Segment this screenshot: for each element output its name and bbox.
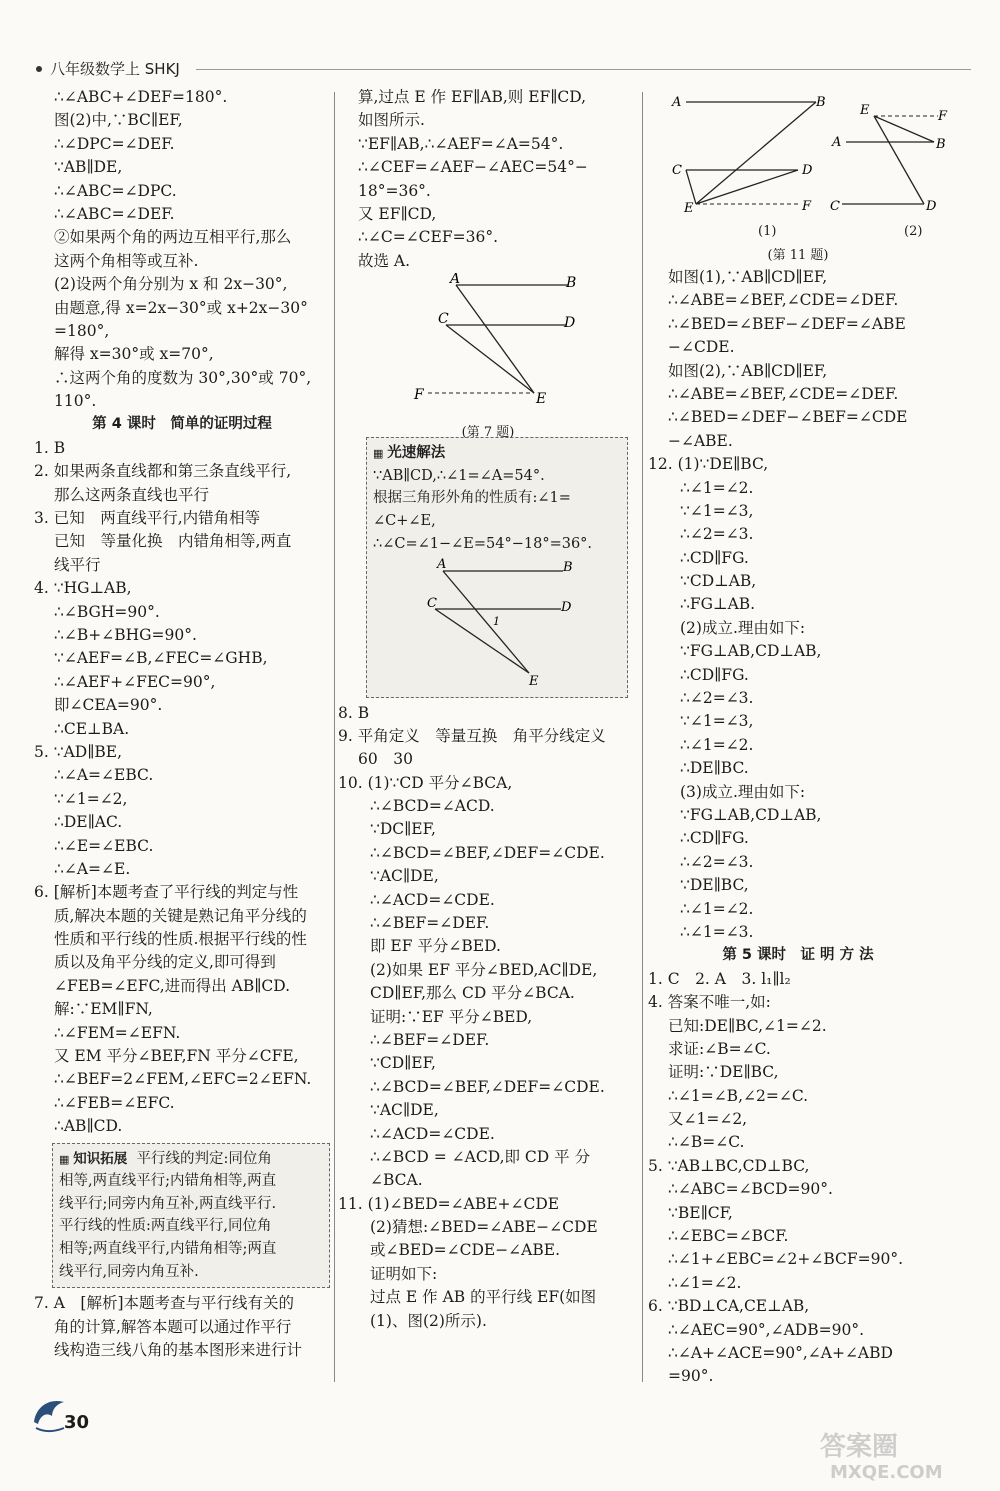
svg-text:D: D (926, 199, 937, 214)
text-line: (3)成立.理由如下: (680, 782, 806, 801)
knowledge-box (52, 1143, 330, 1289)
text-line: 7. A [解析]本题考查与平行线有关的 (34, 1294, 295, 1313)
text-line: ∠FEB=∠EFC,进而得出 AB∥CD. (54, 976, 291, 995)
text-line: ∴DE∥AC. (54, 813, 123, 832)
svg-text:E: E (529, 674, 539, 686)
text-line: ∴CD∥FG. (680, 548, 749, 567)
col2-block-2 (338, 702, 638, 1334)
text-line: 质以及角平分线的定义,即可得到 (54, 953, 276, 972)
text-line: ∵CD∥EF, (370, 1054, 436, 1073)
text-line: 或∠BED=∠CDE−∠ABE. (370, 1241, 560, 1260)
text-line: ∴∠1=∠3. (680, 922, 754, 941)
col3-block-2 (648, 968, 948, 1389)
text-line: ∵∠1=∠3, (680, 501, 754, 520)
text-line: 又∠1=∠2, (668, 1110, 748, 1129)
text-line: −∠ABE. (668, 431, 733, 450)
text-line: 3. 已知 两直线平行,内错角相等 (34, 509, 261, 528)
svg-text:A: A (832, 135, 842, 150)
text-line: ∵∠1=∠3, (680, 712, 754, 731)
text-line: 即∠CEA=90°. (54, 696, 163, 715)
text-line: ∴∠BGH=90°. (54, 602, 160, 621)
text-line: ∴∠BEF=∠DEF. (370, 914, 490, 933)
figure-q7 (338, 273, 638, 440)
text-line: ∴∠2=∠3. (680, 525, 754, 544)
text-line: 已知 等量化换 内错角相等,两直 (54, 532, 292, 551)
text-line: ∴∠ABC=∠DPC. (54, 181, 177, 200)
svg-text:D: D (802, 163, 813, 178)
text-line: 线构造三线八角的基本图形来进行计 (54, 1340, 303, 1359)
section-heading: 第 5 课时 证 明 方 法 (722, 947, 874, 964)
text-line: ∴∠ABC=∠DEF. (54, 204, 175, 223)
svg-text:A: A (672, 95, 682, 110)
text-line: ∴∠ABE=∠BEF,∠CDE=∠DEF. (668, 384, 899, 403)
text-line: ∴∠A+∠ACE=90°,∠A+∠ABD (668, 1343, 893, 1362)
text-line: 110°. (54, 392, 97, 411)
text-line: ∵AC∥DE, (370, 1101, 439, 1120)
page-header (36, 58, 936, 82)
text-line: 4. 答案不唯一,如: (648, 993, 771, 1012)
text-line: =180°, (54, 321, 110, 340)
svg-text:1: 1 (493, 615, 500, 629)
text-line: 由题意,得 x=2x−30°或 x+2x−30° (54, 298, 308, 317)
column-divider (642, 92, 643, 1382)
text-line: 解得 x=30°或 x=70°, (54, 345, 214, 364)
svg-text:C: C (672, 163, 682, 178)
text-line: ∵BE∥CF, (668, 1203, 733, 1222)
text-line: 又 EF∥CD, (358, 204, 437, 223)
text-line: ∴∠BCD=∠BEF,∠DEF=∠CDE. (370, 843, 605, 862)
svg-text:C: C (438, 311, 449, 328)
text-line: ∴∠1=∠2. (680, 735, 754, 754)
svg-text:E: E (536, 391, 547, 408)
text-line: 这两个角相等或互补. (54, 251, 199, 270)
text-line: ∠C+∠E, (373, 512, 436, 529)
text-line: ∴∠A=∠E. (54, 859, 131, 878)
watermark-site: MXQE.COM (830, 1462, 943, 1483)
text-line: 线平行;同旁内角互补,两直线平行. (59, 1195, 277, 1212)
text-line: ∴FG⊥AB. (680, 595, 756, 614)
text-line: 线平行 (54, 555, 101, 574)
text-line: ∴∠1=∠2. (680, 899, 754, 918)
text-line: ∴∠2=∠3. (680, 852, 754, 871)
figure-caption: (第 11 题) (767, 248, 829, 263)
col3-block-1 (648, 266, 948, 944)
figure-label-1: (1) (758, 224, 777, 239)
text-line: ∴∠AEC=90°,∠ADB=90°. (668, 1320, 864, 1339)
text-line: 又 EM 平分∠BEF,FN 平分∠CFE, (54, 1047, 299, 1066)
text-line: 12. (1)∵DE∥BC, (648, 455, 769, 474)
text-line: ∴∠B+∠BHG=90°. (54, 625, 197, 644)
text-line: ∵AB∥DE, (54, 158, 123, 177)
figure-q11 (648, 86, 948, 266)
text-line: ∴∠BEF=2∠FEM,∠EFC=2∠EFN. (54, 1070, 312, 1089)
text-line: ∴CE⊥BA. (54, 719, 130, 738)
header-title: 八年级数学上 SHKJ (50, 60, 180, 78)
text-line: ∴∠2=∠3. (680, 689, 754, 708)
text-line: ∴∠BCD=∠BEF,∠DEF=∠CDE. (370, 1077, 605, 1096)
text-line: ∴CD∥FG. (680, 665, 749, 684)
text-line: 2. 如果两条直线都和第三条直线平行, (34, 462, 292, 481)
text-line: 求证:∠B=∠C. (668, 1039, 771, 1058)
text-line: 4. ∵HG⊥AB, (34, 579, 132, 598)
box-title: ▦ 知识拓展 (59, 1151, 127, 1167)
box-title: ▦ 光速解法 (373, 442, 621, 465)
text-line: 证明如下: (370, 1264, 438, 1283)
col1-block-3 (34, 1292, 330, 1362)
text-line: ∴∠FEB=∠EFC. (54, 1093, 175, 1112)
text-line: 平行线的性质:两直线平行,同位角 (59, 1218, 272, 1235)
col1-block-2 (34, 437, 330, 1139)
column-divider (334, 92, 335, 1382)
text-line: ∴∠E=∠EBC. (54, 836, 154, 855)
figure-caption: (第 7 题) (461, 424, 515, 440)
text-line: ∴∠ACD=∠CDE. (370, 1124, 495, 1143)
text-line: 相等;两直线平行,内错角相等;两直 (59, 1240, 277, 1257)
watermark-brand: 答案圈 (820, 1432, 899, 1462)
column-right (648, 86, 948, 1389)
svg-text:E: E (860, 103, 870, 118)
text-line: ∴∠1=∠2. (668, 1273, 742, 1292)
text-line: ∴∠DPC=∠DEF. (54, 134, 175, 153)
text-line: ∴∠C=∠1−∠E=54°−18°=36°. (373, 535, 593, 552)
text-line: 证明:∵EF 平分∠BED, (370, 1007, 533, 1026)
text-line: 11. (1)∠BED=∠ABE+∠CDE (338, 1194, 560, 1213)
column-left (34, 86, 330, 1362)
col2-block-1 (338, 86, 638, 273)
text-line: ∴∠1=∠2. (680, 478, 754, 497)
text-line: ∴∠BCD=∠ACD. (370, 797, 495, 816)
svg-text:D: D (561, 600, 572, 616)
text-line: ∴∠ABC+∠DEF=180°. (54, 88, 228, 106)
text-line: ∴∠ABC=∠BCD=90°. (668, 1180, 833, 1199)
text-line: ∴∠B=∠C. (668, 1133, 745, 1152)
text-line: ∵EF∥AB,∴∠AEF=∠A=54°. (358, 134, 564, 153)
svg-text:D: D (564, 315, 576, 332)
text-line: ∴∠1=∠B,∠2=∠C. (668, 1086, 809, 1105)
text-line: ∴DE∥BC. (680, 759, 749, 778)
text-line: ∴∠CEF=∠AEF−∠AEC=54°− (358, 158, 588, 177)
geometry-figure-q11 (648, 86, 948, 236)
text-line: 5. ∵AD∥BE, (34, 742, 122, 761)
header-rule (196, 69, 971, 70)
text-line: (2)如果 EF 平分∠BED,AC∥DE, (370, 960, 598, 979)
section-heading: 第 4 课时 简单的证明过程 (92, 416, 272, 433)
text-line: 如图(2),∵AB∥CD∥EF, (668, 361, 828, 380)
figure-label-2: (2) (904, 224, 923, 239)
svg-text:F: F (938, 109, 948, 124)
col1-block-1 (34, 86, 330, 413)
svg-text:B: B (936, 137, 946, 152)
page-number: 30 (64, 1412, 90, 1433)
text-line: ∴∠C=∠CEF=36°. (358, 228, 498, 247)
geometry-figure-quick (373, 555, 613, 685)
text-line: 性质和平行线的性质.根据平行线的性 (54, 930, 307, 949)
text-line: ∴∠BED=∠DEF−∠BEF=∠CDE (668, 408, 908, 427)
text-line: 9. 平角定义 等量互换 角平分线定义 (338, 726, 606, 745)
text-line: ∴∠A=∠EBC. (54, 766, 154, 785)
text-line: 60 30 (358, 750, 413, 769)
svg-text:C: C (830, 199, 840, 214)
svg-text:F: F (414, 387, 424, 404)
text-line: ∵AB∥CD,∴∠1=∠A=54°. (373, 467, 545, 484)
text-line: −∠CDE. (668, 338, 735, 357)
svg-text:B: B (816, 95, 826, 110)
svg-text:E: E (684, 201, 694, 216)
bullet-icon (36, 66, 42, 72)
text-line: 如图所示. (358, 111, 425, 130)
text-line: (2)猜想:∠BED=∠ABE−∠CDE (370, 1218, 598, 1237)
text-line: ∴∠BCD = ∠ACD,即 CD 平 分 (370, 1147, 591, 1166)
text-line: 如图(1),∵AB∥CD∥EF, (668, 268, 828, 286)
text-line: 10. (1)∵CD 平分∠BCA, (338, 773, 513, 792)
svg-text:C: C (427, 596, 437, 612)
text-line: 5. ∵AB⊥BC,CD⊥BC, (648, 1156, 810, 1175)
text-line: ∴∠BEF=∠DEF. (370, 1030, 490, 1049)
text-line: ∵FG⊥AB,CD⊥AB, (680, 642, 822, 661)
text-line: ∵∠1=∠2, (54, 789, 128, 808)
text-line: ∴AB∥CD. (54, 1117, 123, 1136)
text-line: 1. B (34, 438, 66, 457)
text-line: 证明:∵DE∥BC, (668, 1063, 779, 1082)
text-line: 根据三角形外角的性质有:∠1= (373, 490, 571, 507)
text-line: ∴∠FEM=∠EFN. (54, 1023, 181, 1042)
geometry-figure-q7 (338, 273, 638, 413)
text-line: ∴CD∥FG. (680, 829, 749, 848)
text-line: ∴∠ABE=∠BEF,∠CDE=∠DEF. (668, 291, 899, 310)
svg-text:A: A (437, 557, 447, 573)
text-line: (1)、图(2)所示). (370, 1311, 487, 1330)
text-line: 算,过点 E 作 EF∥AB,则 EF∥CD, (358, 88, 587, 106)
text-line: ∴∠EBC=∠BCF. (668, 1227, 789, 1246)
text-line: 1. C 2. A 3. l₁∥l₂ (648, 969, 791, 988)
svg-text:B: B (566, 275, 577, 292)
text-line: (2)成立.理由如下: (680, 618, 806, 637)
text-line: (2)设两个角分别为 x 和 2x−30°, (54, 275, 288, 294)
text-line: 8. B (338, 703, 370, 722)
text-line: ∴这两个角的度数为 30°,30°或 70°, (54, 368, 312, 387)
svg-text:B: B (563, 560, 573, 576)
text-line: ∵CD⊥AB, (680, 572, 757, 591)
text-line: 18°=36°. (358, 181, 431, 200)
column-middle (338, 86, 638, 1333)
quick-method-box (366, 437, 628, 697)
text-line: ②如果两个角的两边互相平行,那么 (54, 228, 292, 247)
text-line: 即 EF 平分∠BED. (370, 937, 501, 956)
text-line: CD∥EF,那么 CD 平分∠BCA. (370, 984, 575, 1003)
text-line: ∵FG⊥AB,CD⊥AB, (680, 805, 822, 824)
text-line: =90°. (668, 1367, 714, 1386)
text-line: 那么这两条直线也平行 (54, 485, 210, 504)
text-line: 6. [解析]本题考查了平行线的判定与性 (34, 883, 299, 902)
svg-text:A: A (450, 273, 461, 288)
text-line: 质,解决本题的关键是熟记角平分线的 (54, 906, 307, 925)
text-line: 线平行,同旁内角互补. (59, 1263, 199, 1280)
text-line: 相等,两直线平行;内错角相等,两直 (59, 1173, 277, 1190)
text-line: ∴∠BED=∠BEF−∠DEF=∠ABE (668, 314, 906, 333)
text-line: 图(2)中,∵BC∥EF, (54, 111, 183, 130)
text-line: 解:∵EM∥FN, (54, 1000, 153, 1019)
svg-text:F: F (802, 199, 812, 214)
text-line: 已知:DE∥BC,∠1=∠2. (668, 1016, 827, 1035)
text-line: ∵∠AEF=∠B,∠FEC=∠GHB, (54, 649, 268, 668)
text-line: ∠BCA. (370, 1171, 423, 1190)
text-line: 故选 A. (358, 251, 411, 270)
text-line: ∴∠ACD=∠CDE. (370, 890, 495, 909)
text-line: ∴∠AEF+∠FEC=90°, (54, 672, 216, 691)
text-line: ∵DE∥BC, (680, 876, 749, 895)
text-line: 过点 E 作 AB 的平行线 EF(如图 (370, 1288, 597, 1307)
text-line: ∴∠1+∠EBC=∠2+∠BCF=90°. (668, 1250, 904, 1269)
text-line: 角的计算,解答本题可以通过作平行 (54, 1317, 292, 1336)
text-line: ∵DC∥EF, (370, 820, 436, 839)
text-line: ∵AC∥DE, (370, 867, 439, 886)
text-line: 平行线的判定:同位角 (136, 1150, 272, 1167)
text-line: 6. ∵BD⊥CA,CE⊥AB, (648, 1297, 810, 1316)
